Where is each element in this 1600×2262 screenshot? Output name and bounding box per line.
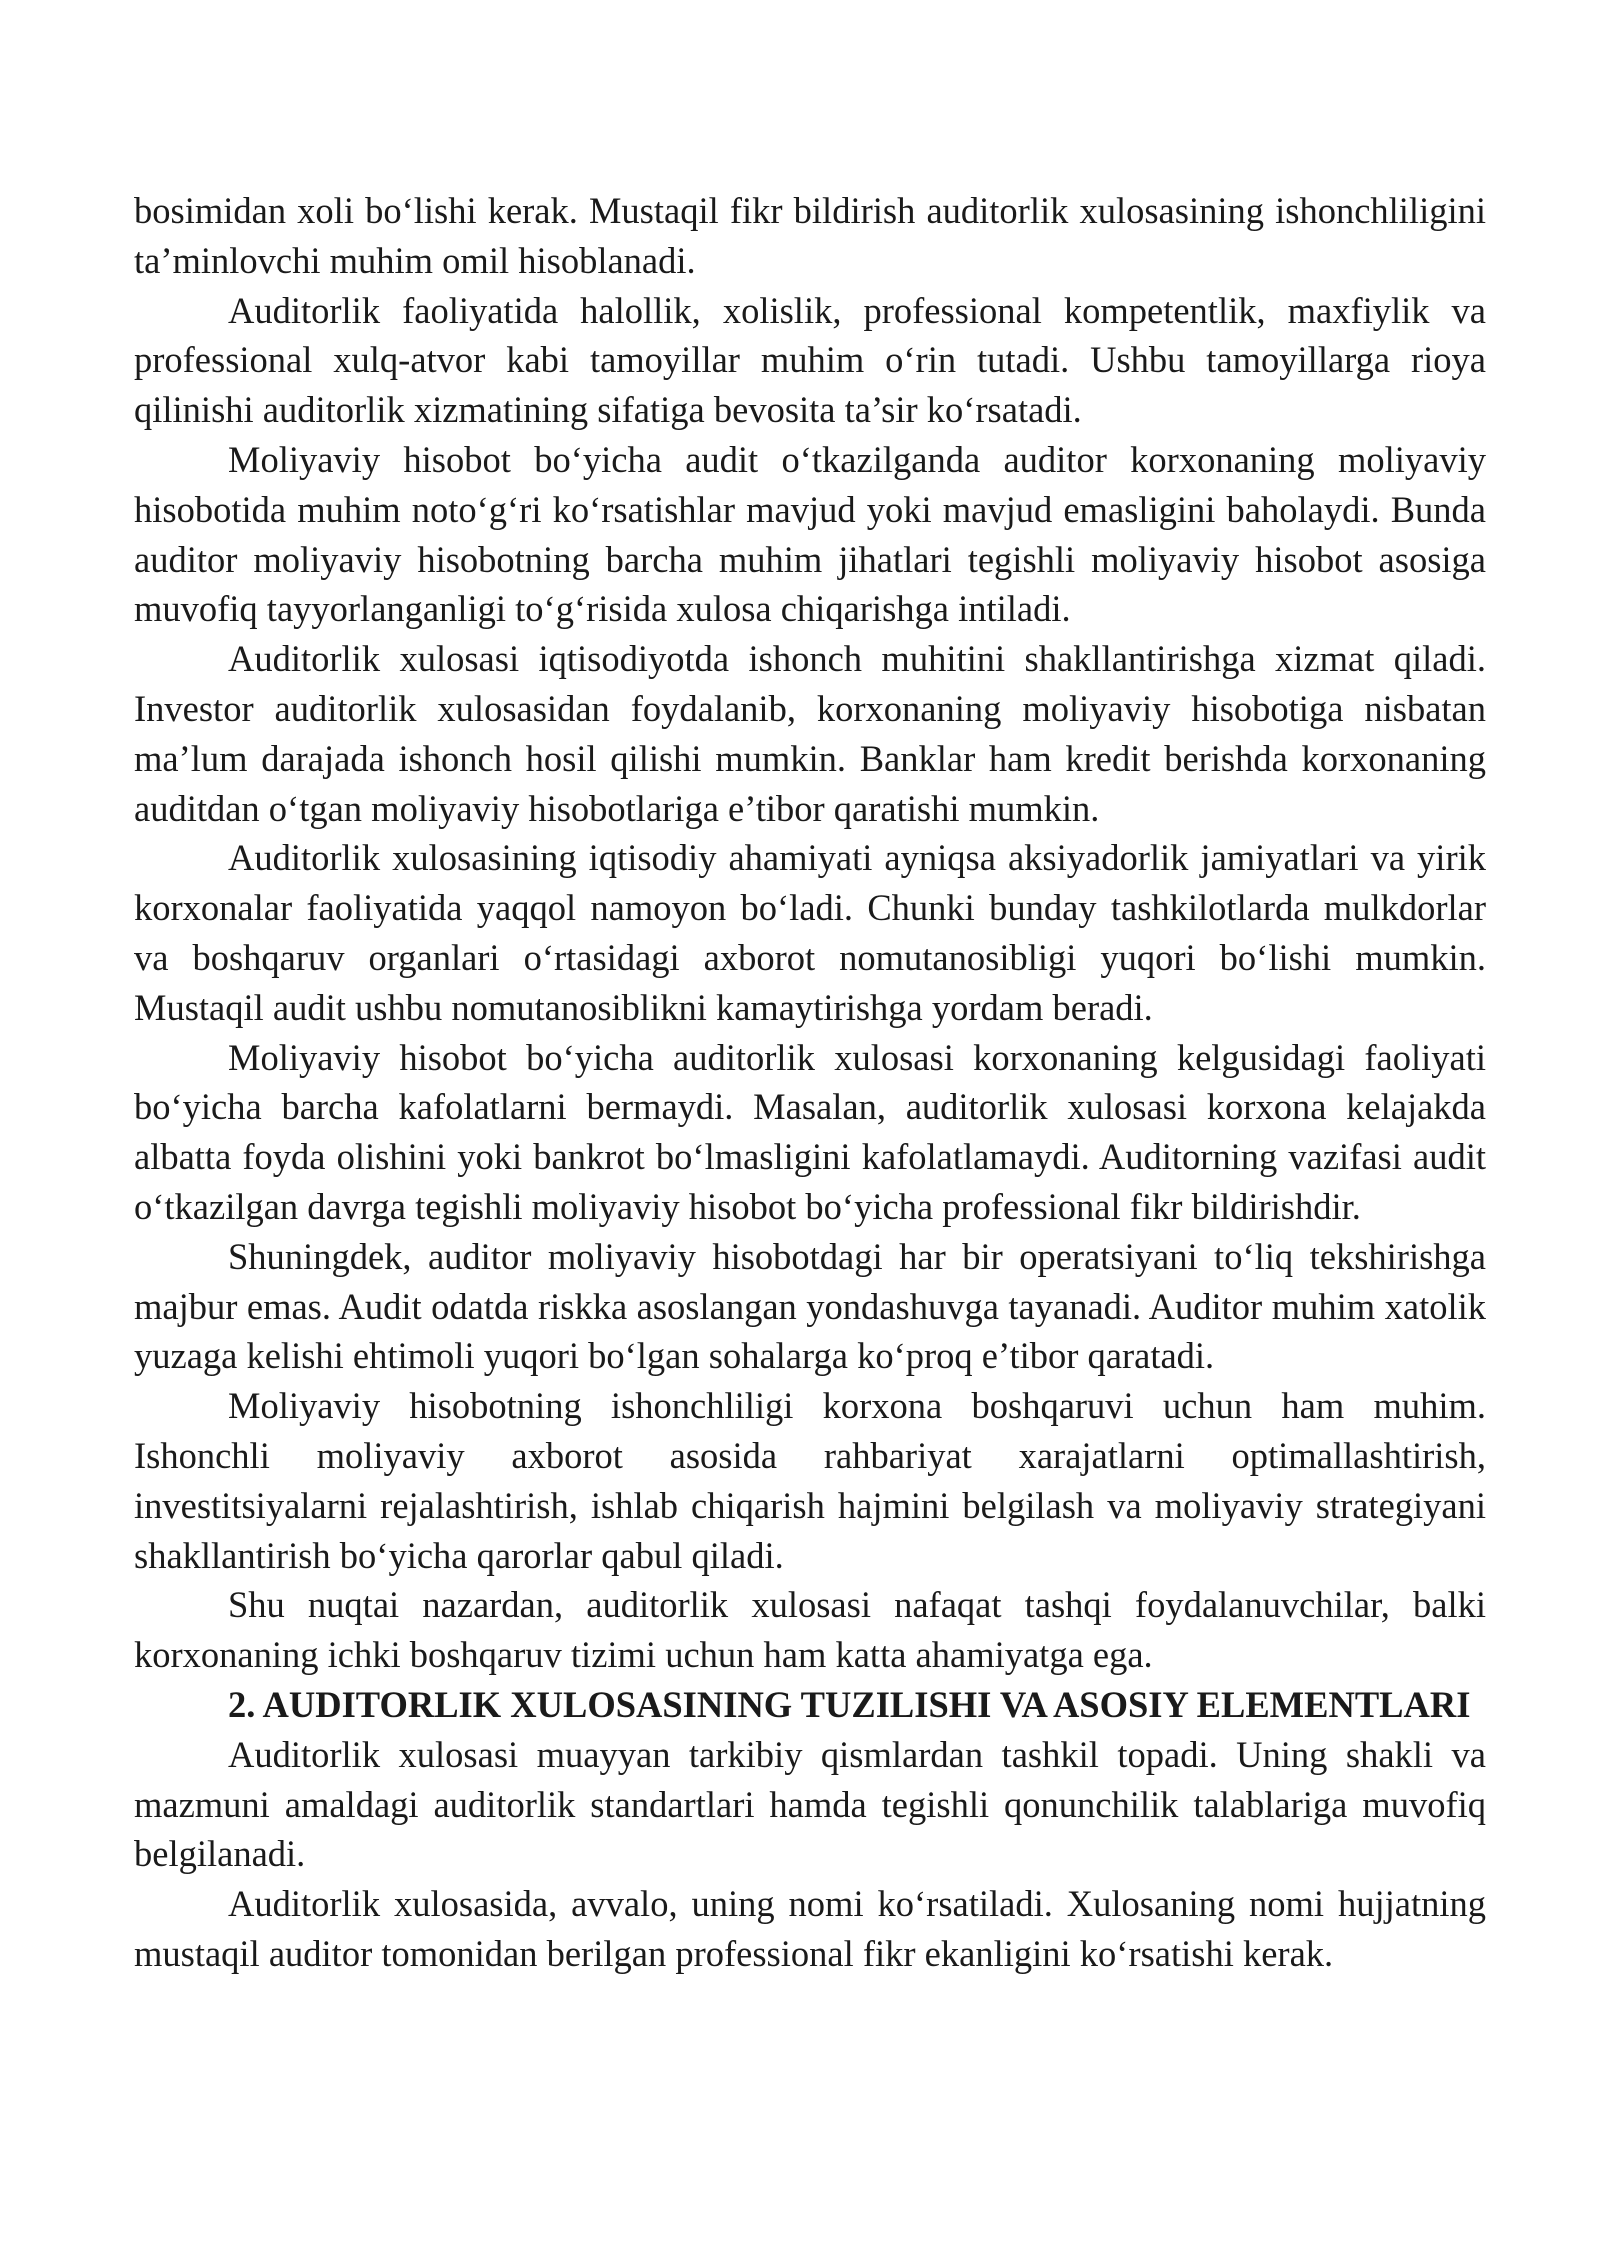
paragraph-structure: Auditorlik xulosasi muayyan tarkibiy qismlardan tashkil topadi. Uning shakli va mazmuni amaldagi auditorlik standartlari hamda tegishli qonunchilik talablariga muvofiq belgilanadi. xyxy=(134,1733,1486,1875)
paragraph-principles: Auditorlik faoliyatida halollik, xolislik, professional kompetentlik, maxfiylik va professional xulq-atvor kabi tamoyillar muhim o‘rin tutadi. Ushbu tamoyillarga rioya qilinishi auditorlik xizmatining sifatiga bevosita ta’sir ko‘rsatadi. xyxy=(134,289,1486,431)
paragraph-financial-audit: Moliyaviy hisobot bo‘yicha audit o‘tkazilganda auditor korxonaning moliyaviy hisobotida muhim noto‘g‘ri ko‘rsatishlar mavjud yoki mavjud emasligini baholaydi. Bunda auditor moliyaviy hisobotning barcha muhim jihatlari tegishli moliyaviy hisobot asosiga muvofiq tayyorlanganligi to‘g‘risida xulosa chiqarishga intiladi. xyxy=(134,438,1486,630)
paragraph-economic-importance: Auditorlik xulosasining iqtisodiy ahamiyati ayniqsa aksiyadorlik jamiyatlari va yirik korxonalar faoliyatida yaqqol namoyon bo‘ladi. Chunki bunday tashkilotlarda mulkdorlar va boshqaruv organlari o‘rtasidagi axborot nomutanosibligi yuqori bo‘lishi mumkin. Mustaqil audit ushbu nomutanosiblikni kamaytirishga yordam beradi. xyxy=(134,837,1486,1028)
paragraph-no-guarantees: Moliyaviy hisobot bo‘yicha auditorlik xulosasi korxonaning kelgusidagi faoliyati bo‘yicha barcha kafolatlarni bermaydi. Masalan, auditorlik xulosasi korxona kelajakda albatta foyda olishini yoki bankrot bo‘lmasligini kafolatlamaydi. Auditorning vazifasi audit o‘tkazilgan davrga tegishli moliyaviy hisobot bo‘yicha professional fikr bildirishdir. xyxy=(134,1036,1486,1227)
section-heading: 2. AUDITORLIK XULOSASINING TUZILISHI VA ASOSIY ELEMENTLARI xyxy=(228,1683,1471,1725)
paragraph-trust-environment: Auditorlik xulosasi iqtisodiyotda ishonch muhitini shakllantirishga xizmat qiladi. Investor auditorlik xulosasidan foydalanib, korxonaning moliyaviy hisobotiga nisbatan ma’lum darajada ishonch hosil qilishi mumkin. Banklar ham kredit berishda korxonaning auditdan o‘tgan moliyaviy hisobotlariga e’tibor qaratishi mumkin. xyxy=(134,638,1486,829)
paragraph-risk-based: Shuningdek, auditor moliyaviy hisobotdagi har bir operatsiyani to‘liq tekshirishga majbur emas. Audit odatda riskka asoslangan yondashuvga tayanadi. Auditor muhim xatolik yuzaga kelishi ehtimoli yuqori bo‘lgan sohalarga ko‘proq e’tibor qaratadi. xyxy=(134,1235,1486,1377)
paragraph-management-reliability: Moliyaviy hisobotning ishonchliligi korxona boshqaruvi uchun ham muhim. Ishonchli moliyaviy axborot asosida rahbariyat xarajatlarni optimallashtirish, investitsiyalarni rejalashtirish, ishlab chiqarish hajmini belgilash va moliyaviy strategiyani shakllantirish bo‘yicha qarorlar qabul qiladi. xyxy=(134,1385,1486,1576)
paragraph-internal-importance: Shu nuqtai nazardan, auditorlik xulosasi nafaqat tashqi foydalanuvchilar, balki korxonaning ichki boshqaruv tizimi uchun ham katta ahamiyatga ega. xyxy=(134,1584,1486,1676)
paragraph-continuation: bosimidan xoli bo‘lishi kerak. Mustaqil fikr bildirish auditorlik xulosasining ishonchliligini ta’minlovchi muhim omil hisoblanadi. xyxy=(134,190,1486,281)
document-page xyxy=(134,186,1486,1979)
paragraph-report-title: Auditorlik xulosasida, avvalo, uning nomi ko‘rsatiladi. Xulosaning nomi hujjatning mustaqil auditor tomonidan berilgan professional fikr ekanligini ko‘rsatishi kerak. xyxy=(134,1883,1486,1974)
